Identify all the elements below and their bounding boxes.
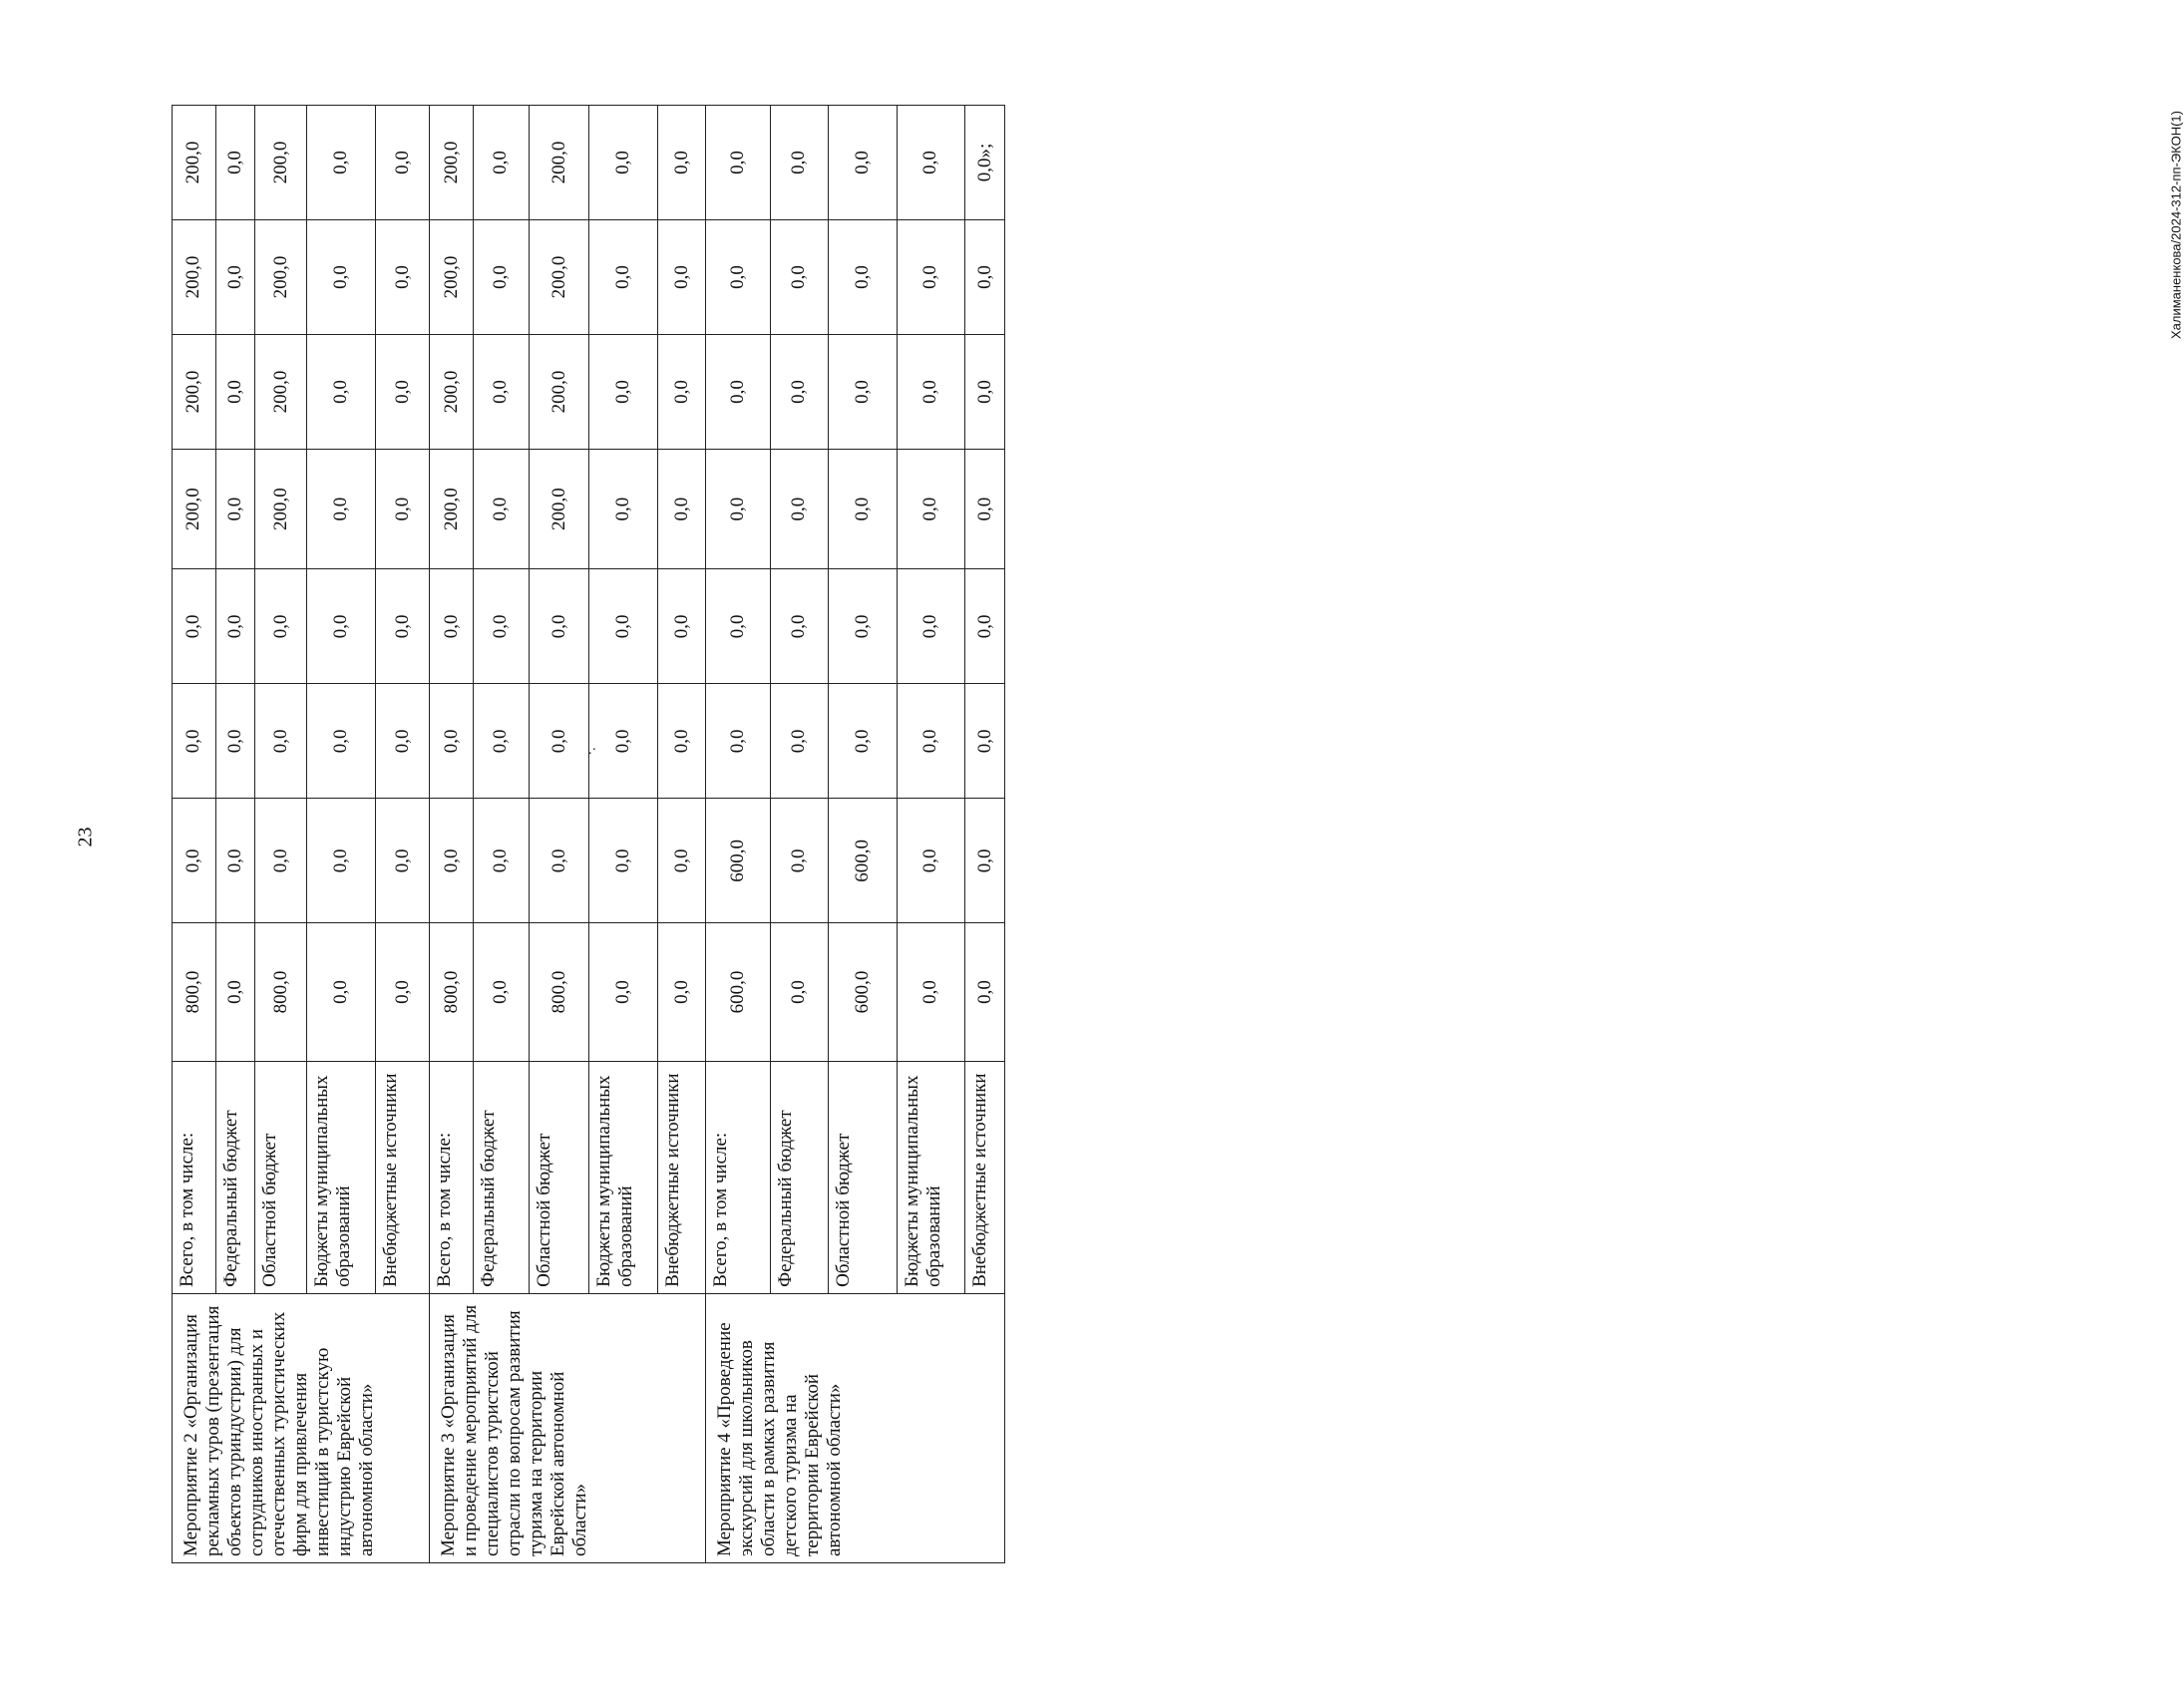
total-value-cell: 0,0 bbox=[658, 923, 706, 1061]
total-value-cell: 800,0 bbox=[530, 923, 589, 1061]
total-value-cell: 600,0 bbox=[828, 923, 897, 1061]
funding-source-cell: Бюджеты муниципальных образований bbox=[589, 1061, 658, 1293]
year-value-cell: 0,0 bbox=[307, 334, 376, 449]
year-value-cell: 0,0 bbox=[770, 449, 828, 569]
year-value-cell: 0,0 bbox=[965, 684, 1005, 799]
total-value-cell: 0,0 bbox=[473, 923, 529, 1061]
event-title-cell: Мероприятие 4 «Проведение экскурсий для школьников области в рамках развития детского туризма на территории Еврейской автономной области» bbox=[706, 1293, 1005, 1562]
year-value-cell: 0,0 bbox=[770, 569, 828, 684]
funding-source-cell: Федеральный бюджет bbox=[770, 1061, 828, 1293]
year-value-cell: 0,0 bbox=[173, 799, 216, 923]
year-value-cell: 0,0 bbox=[770, 799, 828, 923]
page-number: 23 bbox=[74, 827, 97, 847]
year-value-cell: 0,0 bbox=[307, 449, 376, 569]
funding-source-cell: Всего, в том числе: bbox=[173, 1061, 216, 1293]
year-value-cell: 0,0 bbox=[770, 106, 828, 220]
total-value-cell: 800,0 bbox=[255, 923, 307, 1061]
year-value-cell: 0,0 bbox=[255, 569, 307, 684]
year-value-cell: 0,0 bbox=[897, 569, 965, 684]
year-value-cell: 0,0 bbox=[215, 449, 255, 569]
year-value-cell: 0,0 bbox=[589, 569, 658, 684]
year-value-cell: 0,0 bbox=[307, 799, 376, 923]
year-value-cell: 0,0 bbox=[965, 799, 1005, 923]
funding-source-cell: Областной бюджет bbox=[255, 1061, 307, 1293]
year-value-cell: 0,0 bbox=[307, 106, 376, 220]
year-value-cell: 0,0 bbox=[215, 220, 255, 335]
year-value-cell: 0,0 bbox=[706, 684, 771, 799]
year-value-cell: 0,0 bbox=[589, 220, 658, 335]
table-row bbox=[706, 106, 771, 1563]
funding-source-cell: Внебюджетные источники bbox=[376, 1061, 430, 1293]
year-value-cell: 200,0 bbox=[430, 334, 474, 449]
year-value-cell: 0,0 bbox=[658, 334, 706, 449]
scan-artifact: .· bbox=[588, 743, 597, 758]
year-value-cell: 200,0 bbox=[255, 220, 307, 335]
table-row bbox=[173, 106, 216, 1563]
year-value-cell: 0,0 bbox=[706, 449, 771, 569]
funding-source-cell: Внебюджетные источники bbox=[965, 1061, 1005, 1293]
year-value-cell: 0,0 bbox=[897, 449, 965, 569]
year-value-cell: 0,0 bbox=[770, 684, 828, 799]
year-value-cell: 0,0 bbox=[658, 799, 706, 923]
year-value-cell: 0,0 bbox=[473, 684, 529, 799]
year-value-cell: 0,0 bbox=[770, 220, 828, 335]
table-row bbox=[430, 106, 474, 1563]
total-value-cell: 0,0 bbox=[897, 923, 965, 1061]
year-value-cell: 0,0 bbox=[376, 569, 430, 684]
year-value-cell: 0,0 bbox=[173, 684, 216, 799]
year-value-cell: 0,0 bbox=[706, 569, 771, 684]
year-value-cell: 0,0 bbox=[828, 569, 897, 684]
year-value-cell: 0,0 bbox=[376, 334, 430, 449]
document-id: Халиманенкова/2024-312-пп-ЭКОН(1) bbox=[2168, 111, 2184, 340]
year-value-cell: 600,0 bbox=[828, 799, 897, 923]
year-value-cell: 0,0 bbox=[215, 799, 255, 923]
year-value-cell: 0,0 bbox=[215, 684, 255, 799]
year-value-cell: 0,0 bbox=[473, 220, 529, 335]
total-value-cell: 0,0 bbox=[965, 923, 1005, 1061]
year-value-cell: 0,0 bbox=[430, 799, 474, 923]
year-value-cell: 0,0 bbox=[530, 799, 589, 923]
year-value-cell: 0,0 bbox=[897, 684, 965, 799]
year-value-cell: 200,0 bbox=[255, 449, 307, 569]
year-value-cell: 0,0 bbox=[215, 569, 255, 684]
funding-source-cell: Всего, в том числе: bbox=[430, 1061, 474, 1293]
year-value-cell: 0,0 bbox=[828, 449, 897, 569]
year-value-cell: 0,0 bbox=[706, 220, 771, 335]
year-value-cell: 200,0 bbox=[530, 220, 589, 335]
year-value-cell: 0,0 bbox=[965, 449, 1005, 569]
year-value-cell: 200,0 bbox=[173, 334, 216, 449]
year-value-cell: 0,0 bbox=[473, 569, 529, 684]
year-value-cell: 0,0 bbox=[965, 334, 1005, 449]
year-value-cell: 0,0 bbox=[658, 220, 706, 335]
year-value-cell: 200,0 bbox=[173, 449, 216, 569]
year-value-cell: 600,0 bbox=[706, 799, 771, 923]
year-value-cell: 0,0 bbox=[215, 106, 255, 220]
year-value-cell: 200,0 bbox=[530, 449, 589, 569]
year-value-cell: 0,0»; bbox=[965, 106, 1005, 220]
year-value-cell: 0,0 bbox=[589, 684, 658, 799]
funding-source-cell: Федеральный бюджет bbox=[473, 1061, 529, 1293]
year-value-cell: 0,0 bbox=[965, 569, 1005, 684]
year-value-cell: 0,0 bbox=[706, 334, 771, 449]
year-value-cell: 200,0 bbox=[173, 220, 216, 335]
funding-source-cell: Областной бюджет bbox=[828, 1061, 897, 1293]
year-value-cell: 0,0 bbox=[828, 334, 897, 449]
funding-source-cell: Областной бюджет bbox=[530, 1061, 589, 1293]
year-value-cell: 0,0 bbox=[473, 334, 529, 449]
year-value-cell: 0,0 bbox=[658, 569, 706, 684]
year-value-cell: 0,0 bbox=[376, 106, 430, 220]
year-value-cell: 0,0 bbox=[965, 220, 1005, 335]
year-value-cell: 0,0 bbox=[255, 684, 307, 799]
year-value-cell: 200,0 bbox=[430, 106, 474, 220]
year-value-cell: 0,0 bbox=[307, 684, 376, 799]
year-value-cell: 200,0 bbox=[255, 106, 307, 220]
year-value-cell: 0,0 bbox=[430, 569, 474, 684]
funding-source-cell: Бюджеты муниципальных образований bbox=[897, 1061, 965, 1293]
year-value-cell: 0,0 bbox=[658, 449, 706, 569]
year-value-cell: 200,0 bbox=[430, 449, 474, 569]
total-value-cell: 0,0 bbox=[307, 923, 376, 1061]
year-value-cell: 0,0 bbox=[589, 449, 658, 569]
year-value-cell: 0,0 bbox=[473, 449, 529, 569]
year-value-cell: 0,0 bbox=[530, 569, 589, 684]
funding-source-cell: Всего, в том числе: bbox=[706, 1061, 771, 1293]
year-value-cell: 0,0 bbox=[215, 334, 255, 449]
year-value-cell: 200,0 bbox=[255, 334, 307, 449]
year-value-cell: 200,0 bbox=[530, 106, 589, 220]
total-value-cell: 800,0 bbox=[173, 923, 216, 1061]
year-value-cell: 0,0 bbox=[173, 569, 216, 684]
year-value-cell: 200,0 bbox=[430, 220, 474, 335]
year-value-cell: 0,0 bbox=[897, 334, 965, 449]
year-value-cell: 0,0 bbox=[307, 220, 376, 335]
year-value-cell: 0,0 bbox=[376, 220, 430, 335]
year-value-cell: 0,0 bbox=[706, 106, 771, 220]
total-value-cell: 0,0 bbox=[215, 923, 255, 1061]
total-value-cell: 800,0 bbox=[430, 923, 474, 1061]
year-value-cell: 0,0 bbox=[473, 799, 529, 923]
year-value-cell: 0,0 bbox=[658, 106, 706, 220]
year-value-cell: 0,0 bbox=[307, 569, 376, 684]
year-value-cell: 0,0 bbox=[589, 799, 658, 923]
year-value-cell: 0,0 bbox=[828, 106, 897, 220]
year-value-cell: 0,0 bbox=[376, 799, 430, 923]
year-value-cell: 0,0 bbox=[828, 684, 897, 799]
year-value-cell: 0,0 bbox=[376, 684, 430, 799]
total-value-cell: 600,0 bbox=[706, 923, 771, 1061]
event-title-cell: Мероприятие 2 «Организация рекламных туров (презентация объектов туриндустрии) для сотрудников иностранных и отечественных туристических фирм для привлечения инвестиций в туристскую индустрию Еврейской автономной области» bbox=[173, 1293, 430, 1562]
funding-table bbox=[172, 105, 1005, 1563]
year-value-cell: 0,0 bbox=[589, 106, 658, 220]
year-value-cell: 0,0 bbox=[430, 684, 474, 799]
year-value-cell: 0,0 bbox=[897, 106, 965, 220]
funding-source-cell: Федеральный бюджет bbox=[215, 1061, 255, 1293]
table-body bbox=[173, 106, 1005, 1563]
funding-source-cell: Внебюджетные источники bbox=[658, 1061, 706, 1293]
year-value-cell: 0,0 bbox=[658, 684, 706, 799]
total-value-cell: 0,0 bbox=[770, 923, 828, 1061]
year-value-cell: 0,0 bbox=[770, 334, 828, 449]
year-value-cell: 0,0 bbox=[530, 684, 589, 799]
year-value-cell: 0,0 bbox=[376, 449, 430, 569]
total-value-cell: 0,0 bbox=[376, 923, 430, 1061]
year-value-cell: 0,0 bbox=[897, 220, 965, 335]
event-title-cell: Мероприятие 3 «Организация и проведение мероприятий для специалистов туристской отрасли по вопросам развития туризма на территории Еврейской автономной области» bbox=[430, 1293, 706, 1562]
year-value-cell: 0,0 bbox=[473, 106, 529, 220]
year-value-cell: 0,0 bbox=[828, 220, 897, 335]
rotated-table-container bbox=[172, 105, 1005, 1563]
total-value-cell: 0,0 bbox=[589, 923, 658, 1061]
year-value-cell: 0,0 bbox=[897, 799, 965, 923]
year-value-cell: 0,0 bbox=[255, 799, 307, 923]
year-value-cell: 200,0 bbox=[530, 334, 589, 449]
funding-source-cell: Бюджеты муниципальных образований bbox=[307, 1061, 376, 1293]
year-value-cell: 0,0 bbox=[589, 334, 658, 449]
year-value-cell: 200,0 bbox=[173, 106, 216, 220]
